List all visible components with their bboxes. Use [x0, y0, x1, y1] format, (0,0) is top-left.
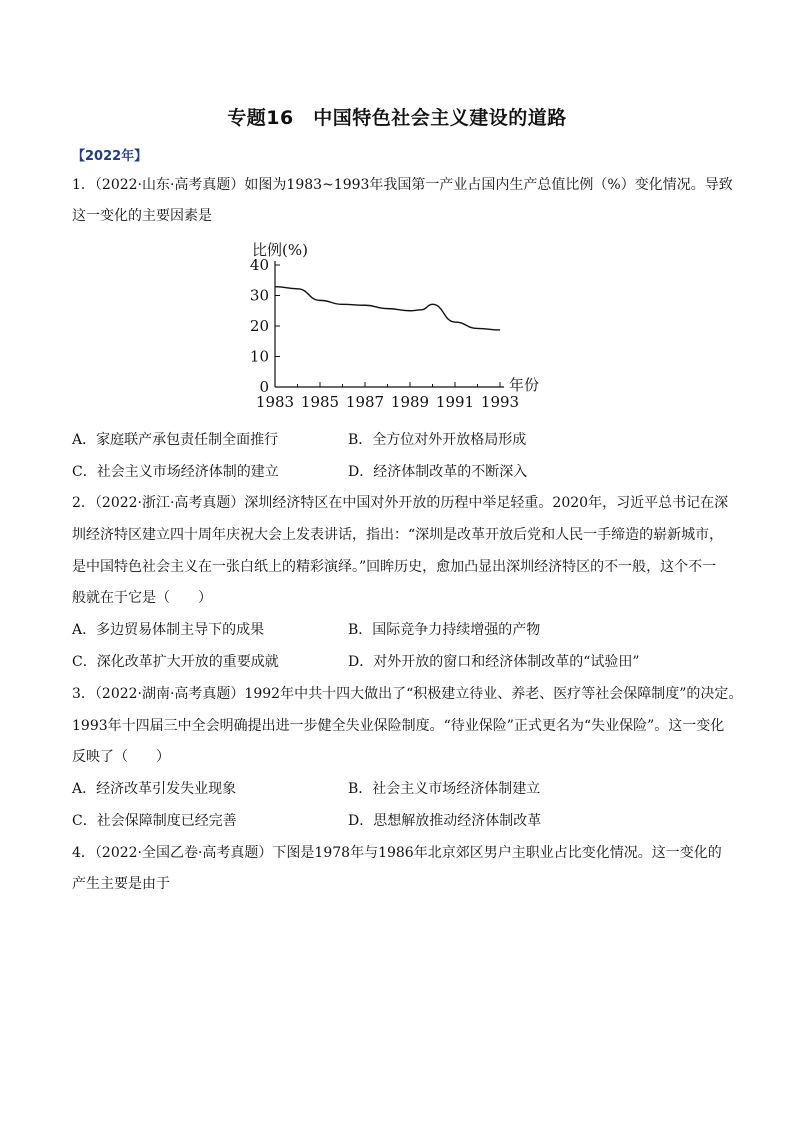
q3-option-c[interactable]: C．社会保障制度已经完善 [72, 813, 237, 829]
q3-option-a[interactable]: A．经济改革引发失业现象 [72, 781, 237, 797]
q3-line-1: 3．（2022·湖南·高考真题）1992年中共十四大做出了“积极建立待业、养老、医疗等社会保障制度”的决定。 [72, 686, 743, 702]
q4-line-2: 产生主要是由于 [72, 876, 170, 892]
q1-option-a[interactable]: A．家庭联产承包责任制全面推行 [72, 432, 279, 448]
chart-ytick-label: 40 [249, 256, 269, 274]
q2-option-c[interactable]: C．深化改革扩大开放的重要成就 [72, 654, 279, 670]
chart-xlabel: 年份 [509, 376, 540, 394]
chart-xtick-label: 1993 [480, 393, 520, 411]
q4-line-1: 4．（2022·全国乙卷·高考真题）下图是1978年与1986年北京郊区男户主职业占比变化情况。这一变化的 [72, 845, 722, 861]
chart-ylabel: 比例(%) [252, 241, 308, 259]
chart-xtick-label: 1987 [345, 393, 385, 411]
q3-option-d[interactable]: D．思想解放推动经济体制改革 [348, 813, 542, 829]
q1-line-1: 1．（2022·山东·高考真题）如图为1983~1993年我国第一产业占国内生产总值比例（%）变化情况。导致 [72, 177, 733, 193]
q3-option-b[interactable]: B．社会主义市场经济体制建立 [348, 781, 541, 797]
q2-line-3: 是中国特色社会主义在一张白纸上的精彩演绎。”回眸历史，愈加凸显出深圳经济特区的不一般，这个不一 [72, 559, 717, 575]
section-year-tag: 【2022年】 [72, 149, 148, 164]
q1-option-c[interactable]: C．社会主义市场经济体制的建立 [72, 464, 279, 480]
q1-option-b[interactable]: B．全方位对外开放格局形成 [348, 432, 527, 448]
chart-series-line [275, 287, 500, 330]
q3-line-3: 反映了（ ） [72, 749, 170, 765]
q2-option-b[interactable]: B．国际竞争力持续增强的产物 [348, 622, 541, 638]
chart-xtick-label: 1991 [435, 393, 475, 411]
chart-ytick-label: 20 [249, 317, 269, 335]
chart-xtick-label: 1985 [300, 393, 340, 411]
q1-line-chart [230, 235, 560, 415]
q2-line-2: 圳经济特区建立四十周年庆祝大会上发表讲话，指出：“深圳是改革开放后党和人民一手缔造的崭新城市， [72, 527, 724, 543]
chart-ytick-label: 30 [249, 286, 269, 305]
q1-line-2: 这一变化的主要因素是 [72, 208, 212, 224]
page-title: 专题16 中国特色社会主义建设的道路 [227, 107, 567, 129]
chart-ytick-label: 0 [259, 378, 269, 396]
chart-ytick-label: 10 [249, 347, 269, 366]
q2-line-1: 2．（2022·浙江·高考真题）深圳经济特区在中国对外开放的历程中举足轻重。2020年，习近平总书记在深 [72, 495, 729, 511]
q1-option-d[interactable]: D．经济体制改革的不断深入 [348, 464, 528, 480]
chart-xtick-label: 1989 [390, 393, 430, 411]
q2-option-a[interactable]: A．多边贸易体制主导下的成果 [72, 622, 265, 638]
q2-line-4: 般就在于它是（ ） [72, 590, 212, 606]
q2-option-d[interactable]: D．对外开放的窗口和经济体制改革的“试验田” [348, 654, 640, 670]
chart-xtick-label: 1983 [255, 393, 295, 411]
q3-line-2: 1993年十四届三中全会明确提出进一步健全失业保险制度。“待业保险”正式更名为“失业保险”。这一变化 [72, 718, 725, 734]
